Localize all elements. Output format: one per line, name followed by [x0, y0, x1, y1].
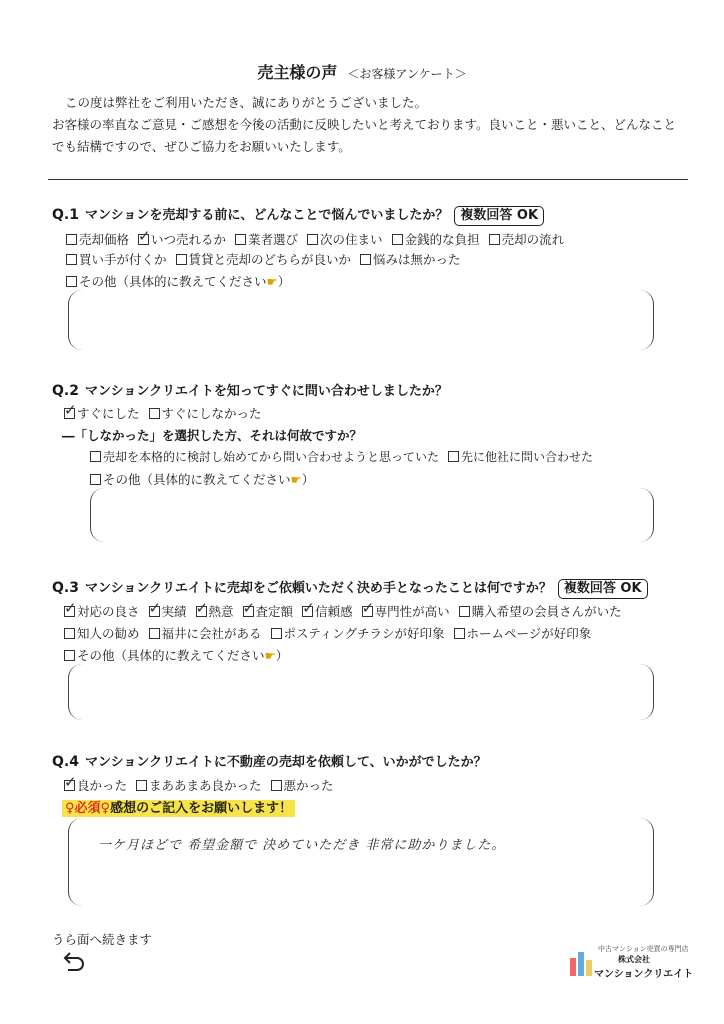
checkbox[interactable] — [66, 276, 77, 287]
q1-option[interactable]: 買い手が付くか — [66, 252, 167, 267]
q2-heading — [52, 380, 448, 399]
survey-title: 売主様の声 — [257, 63, 338, 82]
checkbox[interactable] — [448, 451, 459, 462]
q3-option[interactable]: ✓ 査定額 — [242, 599, 294, 619]
q3-options-row-2 — [64, 624, 600, 642]
q3-option[interactable]: ホームページが好印象 — [454, 626, 592, 641]
q2-followup-option[interactable]: 先に他社に問い合わせた — [448, 450, 593, 464]
q2-followup-options — [90, 448, 602, 465]
checkbox[interactable] — [136, 780, 147, 791]
checkbox[interactable] — [392, 234, 403, 245]
check-mark-icon: ✓ — [138, 227, 151, 245]
checkbox[interactable] — [149, 408, 160, 419]
lightbulb-icon: ♀ — [100, 801, 111, 816]
check-mark-icon: ✓ — [64, 401, 77, 419]
checkbox[interactable] — [271, 780, 282, 791]
q3-multi-badge: 複数回答 OK — [558, 579, 648, 599]
pointing-hand-icon: ☛ — [290, 472, 302, 487]
pointing-hand-icon: ☛ — [264, 648, 276, 663]
intro-text — [52, 92, 692, 158]
q3-options-row-1 — [64, 599, 631, 620]
q3-option[interactable]: 福井に会社がある — [149, 626, 262, 641]
checkbox[interactable] — [271, 628, 282, 639]
survey-subtitle: ＜お客様アンケート＞ — [347, 67, 467, 81]
q1-other-answer-field[interactable] — [68, 290, 654, 350]
checkbox[interactable] — [64, 650, 75, 661]
q4-option[interactable]: 悪かった — [271, 778, 334, 793]
q1-option[interactable]: 悩みは無かった — [360, 252, 461, 267]
check-mark-icon: ✓ — [64, 773, 77, 791]
checkbox[interactable] — [90, 474, 101, 485]
required-label: 必須 — [74, 801, 101, 816]
q2-options — [64, 401, 271, 422]
q4-handwritten-answer: 一ケ月ほどで 希望金額で 決めていただき 非常に助かりました。 — [98, 838, 506, 853]
q4-text: マンションクリエイトに不動産の売却を依頼して、いかがでしたか？ — [84, 755, 487, 770]
check-mark-icon: ✓ — [242, 599, 256, 617]
continue-note: うら面へ続きます — [52, 932, 153, 947]
q3-heading — [52, 577, 648, 599]
checkbox[interactable] — [360, 254, 371, 265]
q4-heading — [52, 751, 487, 770]
q4-number: Q.4 — [52, 754, 79, 770]
check-mark-icon: ✓ — [64, 599, 77, 617]
q1-options-row-2 — [66, 250, 470, 268]
intro-line-2: お客様の率直なご意見・ご感想を今後の活動に反映したいと考えております。良いこと・悪いこと、どんなこと — [52, 117, 677, 132]
q3-option[interactable]: ✓ 対応の良さ — [64, 599, 140, 619]
q2-number: Q.2 — [52, 383, 79, 399]
page-title — [0, 60, 724, 83]
q1-options-row-1 — [66, 227, 573, 248]
q2-text: マンションクリエイトを知ってすぐに問い合わせしましたか？ — [84, 384, 448, 399]
checkbox-checked[interactable] — [138, 227, 151, 245]
q3-text: マンションクリエイトに売却をご依頼いただく決め手となったことは何ですか？ — [84, 581, 552, 596]
logo-company-type: 株式会社 — [618, 955, 650, 964]
q3-option[interactable]: 購入希望の会員さんがいた — [459, 604, 622, 619]
q3-option[interactable]: ✓ 熱意 — [195, 599, 234, 619]
divider — [48, 179, 688, 180]
checkbox[interactable] — [235, 234, 246, 245]
checkbox[interactable] — [66, 234, 77, 245]
pointing-hand-icon: ☛ — [266, 274, 278, 289]
check-mark-icon: ✓ — [302, 599, 315, 617]
q4-required-banner — [62, 797, 295, 816]
checkbox[interactable] — [149, 628, 160, 639]
q4-option[interactable]: まああまあ良かった — [136, 778, 262, 793]
required-instruction: 感想のご記入をお願いします！ — [110, 801, 293, 816]
q3-option[interactable]: ポスティングチラシが好印象 — [271, 626, 445, 641]
q4-option[interactable]: ✓ 良かった — [64, 773, 128, 793]
intro-line-3: でも結構ですので、ぜひご協力をお願いいたします。 — [52, 139, 351, 154]
q4-options — [64, 773, 343, 794]
logo-tagline: 中古マンション売買の専門店 — [598, 945, 689, 953]
q1-option[interactable]: ✓ いつ売れるか — [138, 227, 227, 247]
q2-followup-question: ―「しなかった」を選択した方、それは何故ですか？ — [62, 428, 363, 443]
q1-heading — [52, 204, 544, 226]
checkbox[interactable] — [176, 254, 187, 265]
q1-other-option[interactable]: その他（具体的に教えてください☛） — [66, 272, 290, 290]
q1-text: マンションを売却する前に、どんなことで悩んでいましたか？ — [84, 208, 449, 223]
q3-other-answer-field[interactable] — [68, 664, 654, 720]
check-mark-icon: ✓ — [148, 599, 162, 617]
q2-option[interactable]: すぐにしなかった — [149, 406, 262, 421]
q1-option[interactable]: 賃貸と売却のどちらが良いか — [176, 252, 352, 267]
checkbox-checked[interactable] — [361, 599, 375, 617]
checkbox[interactable] — [66, 254, 77, 265]
checkbox[interactable] — [64, 628, 75, 639]
checkbox-checked[interactable] — [195, 599, 209, 617]
logo-mark-icon — [568, 948, 594, 978]
q3-option[interactable]: ✓ 専門性が高い — [361, 599, 450, 619]
q1-number: Q.1 — [52, 207, 79, 223]
q1-multi-badge: 複数回答 OK — [454, 206, 544, 226]
q4-answer-field[interactable] — [68, 818, 654, 906]
q1-option[interactable]: 金銭的な負担 — [392, 232, 480, 247]
checkbox-checked[interactable] — [148, 599, 162, 617]
q2-followup-option[interactable]: 売却を本格的に検討し始めてから問い合わせようと思っていた — [90, 450, 439, 464]
checkbox-checked[interactable] — [64, 401, 77, 419]
q1-option[interactable]: 次の住まい — [307, 232, 383, 247]
q1-option[interactable]: 売却の流れ — [489, 232, 565, 247]
checkbox[interactable] — [459, 606, 470, 617]
checkbox[interactable] — [90, 451, 101, 462]
q3-option[interactable]: ✓ 信頼感 — [302, 599, 353, 619]
company-logo — [568, 944, 694, 984]
q1-option[interactable]: 業者選び — [235, 232, 298, 247]
checkbox-checked[interactable] — [242, 599, 256, 617]
q2-other-option[interactable]: その他（具体的に教えてください☛） — [90, 470, 314, 488]
checkbox[interactable] — [454, 628, 465, 639]
q3-option[interactable]: ✓ 実績 — [148, 599, 187, 619]
checkbox-checked[interactable] — [302, 599, 315, 617]
q2-other-answer-field[interactable] — [90, 488, 654, 542]
check-mark-icon: ✓ — [361, 599, 375, 617]
intro-line-1: この度は弊社をご利用いただき、誠にありがとうございました。 — [65, 95, 428, 110]
q3-other-option[interactable]: その他（具体的に教えてください☛） — [64, 646, 288, 664]
q1-option[interactable]: 売却価格 — [66, 232, 129, 247]
lightbulb-icon: ♀ — [65, 801, 75, 816]
logo-company-name: マンションクリエイト — [594, 969, 694, 980]
q3-number: Q.3 — [52, 580, 79, 596]
q2-option[interactable]: ✓ すぐにした — [64, 401, 140, 421]
checkbox[interactable] — [489, 234, 500, 245]
checkbox[interactable] — [307, 234, 318, 245]
q3-option[interactable]: 知人の勧め — [64, 626, 140, 641]
turn-over-arrow-icon — [62, 950, 86, 974]
checkbox-checked[interactable] — [64, 773, 77, 791]
checkbox-checked[interactable] — [64, 599, 77, 617]
check-mark-icon: ✓ — [195, 599, 209, 617]
